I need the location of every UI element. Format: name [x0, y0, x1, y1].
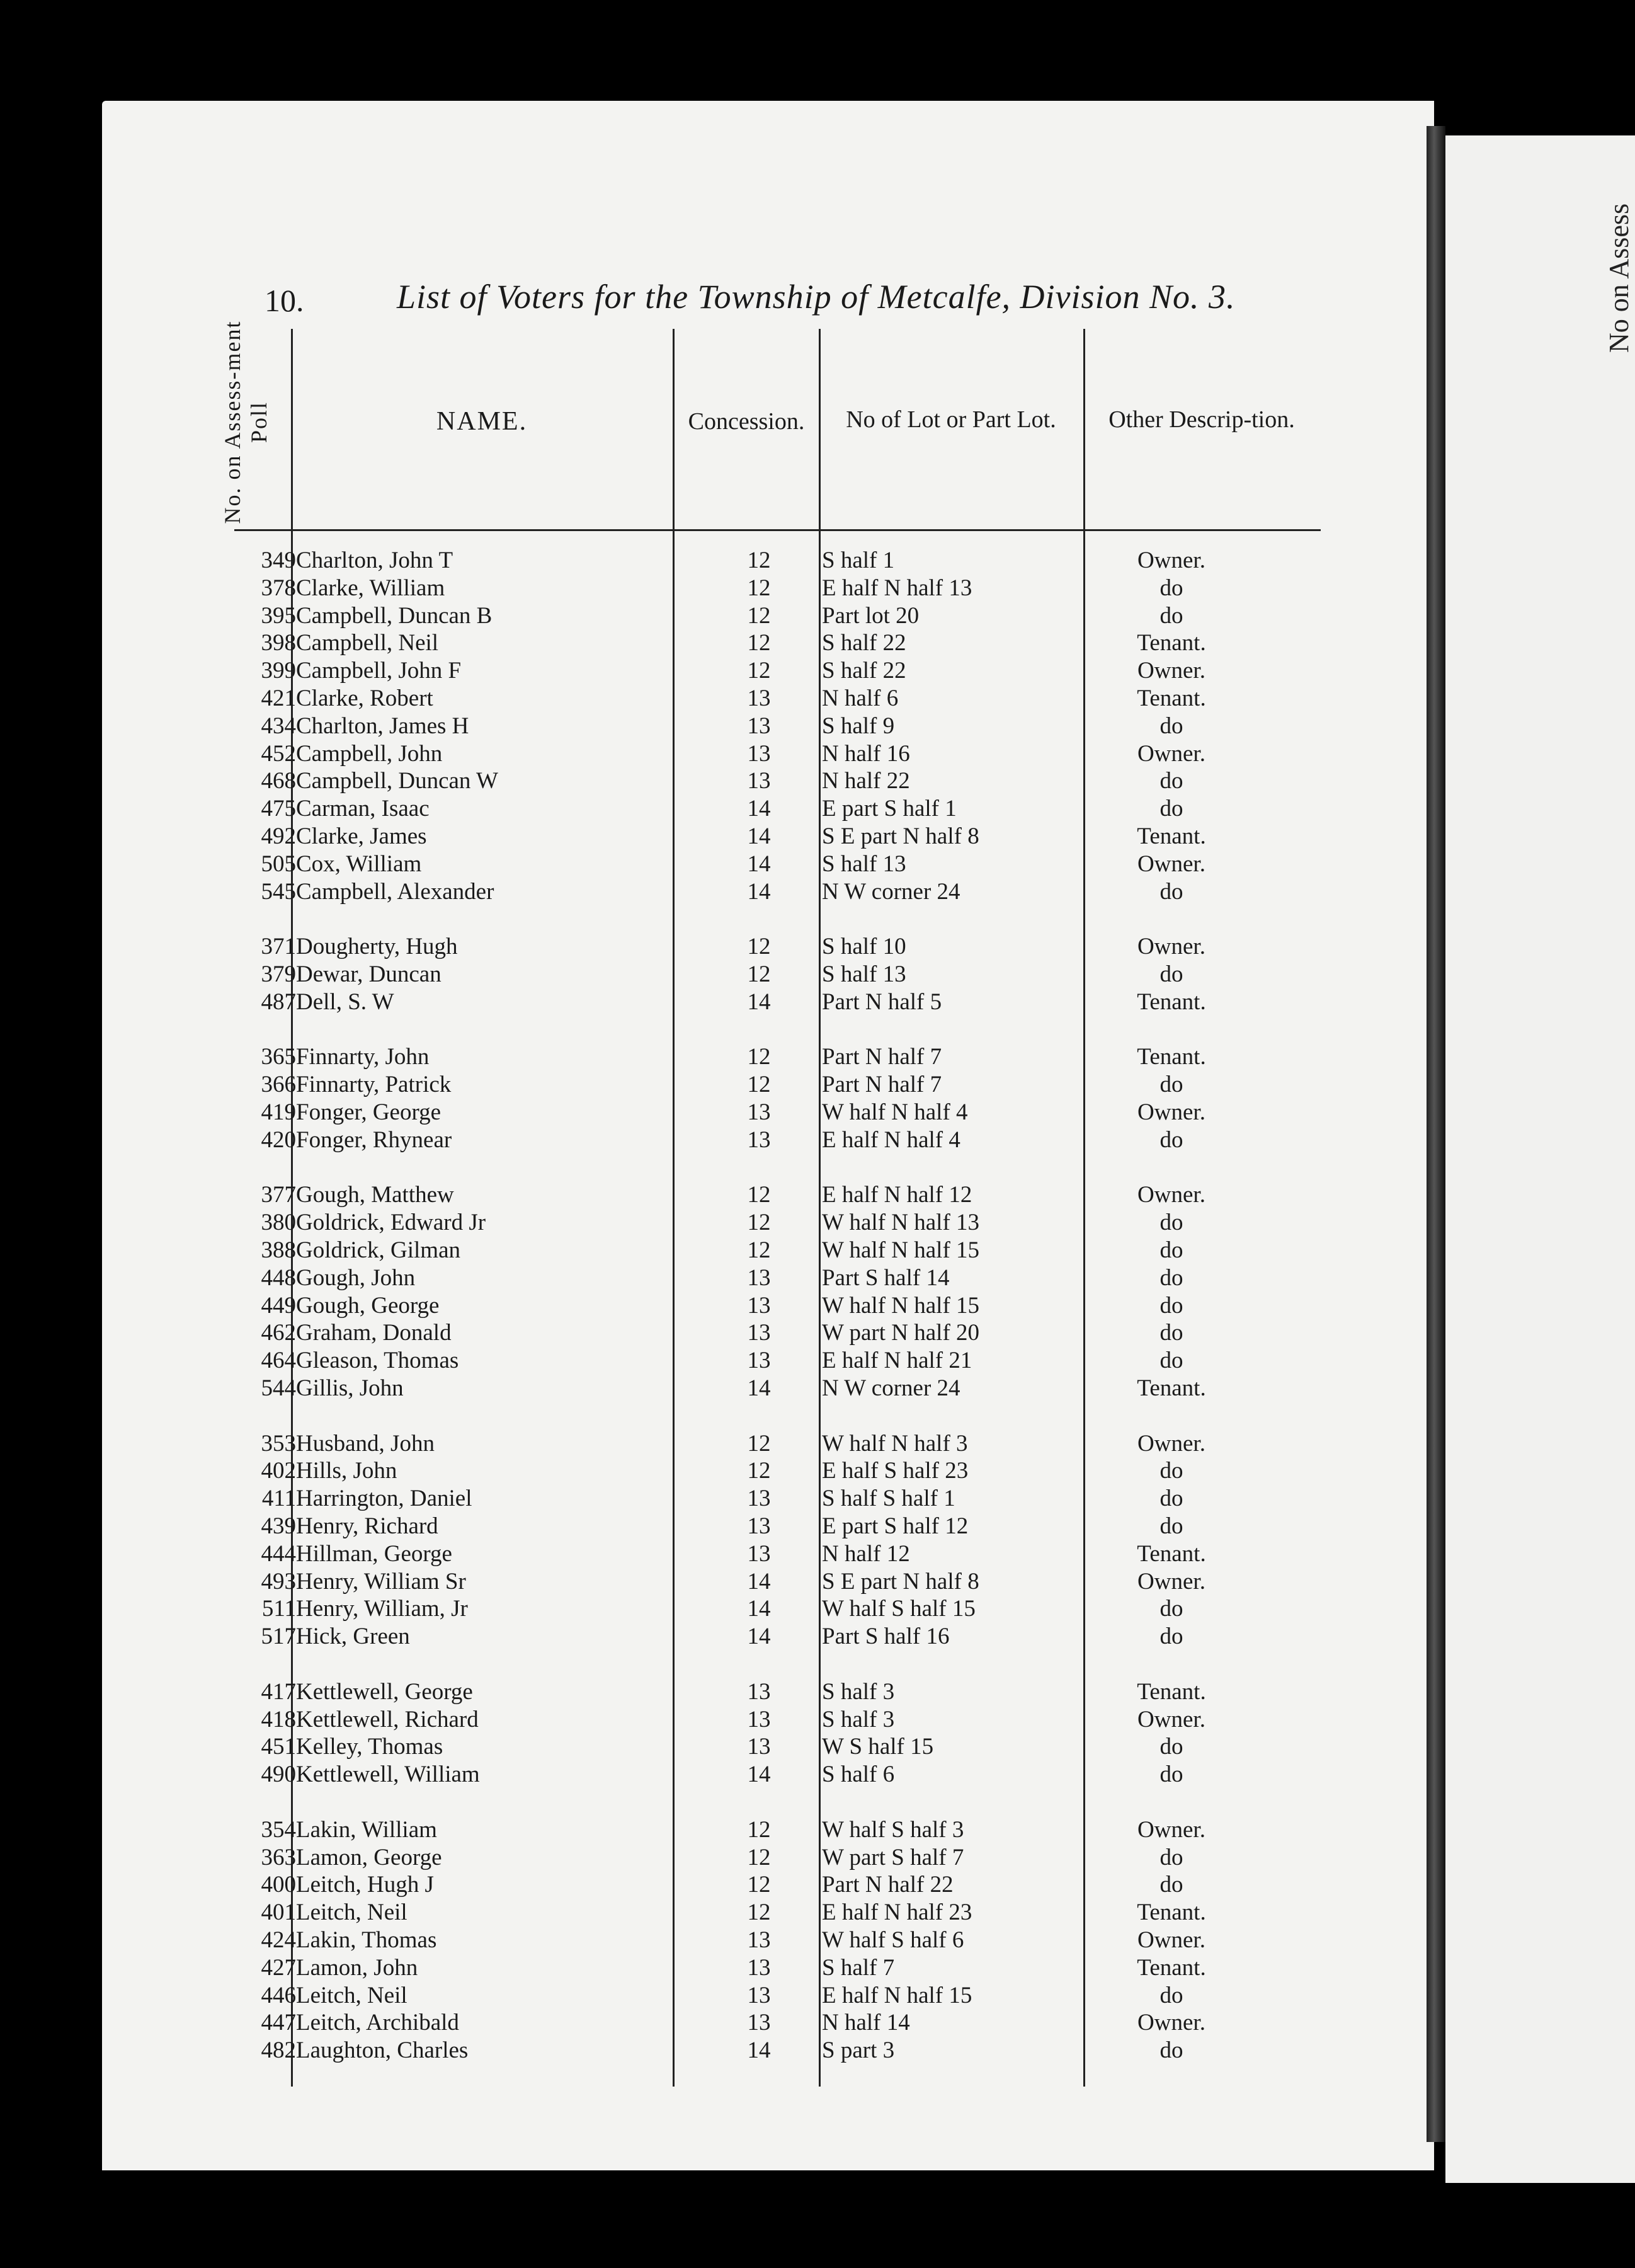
voter-name: Gough, John	[296, 1265, 416, 1291]
concession: 13	[747, 768, 771, 794]
other-description: Tenant.	[1137, 685, 1206, 711]
other-description: do	[1159, 961, 1183, 987]
voter-name: Henry, William Sr	[296, 1569, 466, 1595]
voter-name: Finnarty, John	[296, 1044, 430, 1070]
lot-description: E part S half 1	[822, 796, 957, 822]
other-description: Tenant.	[1137, 1899, 1206, 1925]
concession: 13	[747, 1320, 771, 1346]
voter-name: Gillis, John	[296, 1375, 404, 1401]
assessment-number: 464	[261, 1348, 296, 1373]
voter-name: Hills, John	[296, 1458, 397, 1484]
assessment-number: 452	[261, 741, 296, 767]
other-description: do	[1159, 2037, 1183, 2063]
concession: 12	[747, 1072, 771, 1097]
assessment-number: 388	[261, 1237, 296, 1263]
adjacent-page-header: No on Assess	[1604, 203, 1634, 353]
lot-description: W half N half 4	[822, 1099, 968, 1125]
assessment-number: 363	[261, 1845, 296, 1870]
voter-name: Clarke, William	[296, 575, 445, 601]
other-description: do	[1159, 1761, 1183, 1787]
assessment-number: 419	[261, 1099, 296, 1125]
voter-name: Fonger, George	[296, 1099, 442, 1125]
other-description: do	[1159, 1624, 1183, 1649]
concession: 12	[747, 1458, 771, 1484]
other-description: do	[1159, 1458, 1183, 1484]
other-description: Owner.	[1137, 547, 1205, 573]
concession: 13	[747, 1734, 771, 1760]
other-description: Owner.	[1137, 1707, 1205, 1732]
other-description: do	[1159, 768, 1183, 794]
concession: 12	[747, 1044, 771, 1070]
voter-name: Graham, Donald	[296, 1320, 452, 1346]
assessment-number: 353	[261, 1431, 296, 1457]
concession: 14	[747, 1569, 771, 1595]
lot-description: E half N half 15	[822, 1983, 972, 2008]
assessment-number: 398	[261, 630, 296, 656]
assessment-number: 371	[261, 934, 296, 959]
lot-description: S half S half 1	[822, 1486, 955, 1511]
voter-name: Henry, Richard	[296, 1513, 438, 1539]
assessment-number: 395	[261, 603, 296, 629]
lot-description: W part N half 20	[822, 1320, 980, 1346]
lot-description: S half 7	[822, 1955, 895, 1981]
concession: 14	[747, 1761, 771, 1787]
assessment-number: 401	[261, 1899, 296, 1925]
concession: 12	[747, 658, 771, 684]
lot-description: S half 13	[822, 851, 906, 877]
lot-description: N W corner 24	[822, 1375, 960, 1401]
lot-description: S half 1	[822, 547, 895, 573]
assessment-number: 417	[261, 1679, 296, 1705]
concession: 12	[747, 1182, 771, 1208]
voter-name: Charlton, John T	[296, 547, 453, 573]
voter-name: Kettlewell, George	[296, 1679, 473, 1705]
other-description: Tenant.	[1137, 1955, 1206, 1981]
assessment-number: 366	[261, 1072, 296, 1097]
other-description: do	[1159, 1596, 1183, 1622]
lot-description: S E part N half 8	[822, 823, 979, 849]
other-description: do	[1159, 1293, 1183, 1319]
lot-description: W half N half 13	[822, 1210, 980, 1235]
assessment-number: 517	[261, 1624, 296, 1649]
other-description: Owner.	[1137, 934, 1205, 959]
voter-name: Clarke, Robert	[296, 685, 433, 711]
concession: 14	[747, 1596, 771, 1622]
voter-name: Leitch, Archibald	[296, 2010, 459, 2036]
lot-description: W half N half 3	[822, 1431, 968, 1457]
assessment-number: 490	[261, 1761, 296, 1787]
column-header-assessment: No. on Assess-ment Poll	[220, 320, 271, 524]
other-description: Owner.	[1137, 2010, 1205, 2036]
voter-name: Clarke, James	[296, 823, 427, 849]
book-gutter	[1427, 126, 1445, 2142]
voter-name: Lakin, William	[296, 1817, 437, 1843]
lot-description: S half 13	[822, 961, 906, 987]
voter-name: Campbell, John	[296, 741, 443, 767]
concession: 12	[747, 1237, 771, 1263]
lot-description: S half 6	[822, 1761, 895, 1787]
lot-description: E part S half 12	[822, 1513, 969, 1539]
assessment-number: 424	[261, 1927, 296, 1953]
other-description: Owner.	[1137, 1927, 1205, 1953]
other-description: Owner.	[1137, 851, 1205, 877]
concession: 13	[747, 1293, 771, 1319]
other-description: do	[1159, 1734, 1183, 1760]
assessment-number: 439	[261, 1513, 296, 1539]
other-description: Tenant.	[1137, 1541, 1206, 1567]
concession: 12	[747, 961, 771, 987]
lot-description: Part S half 16	[822, 1624, 950, 1649]
assessment-number: 487	[261, 989, 296, 1015]
assessment-number: 402	[261, 1458, 296, 1484]
lot-description: W half N half 15	[822, 1293, 980, 1319]
lot-description: N half 6	[822, 685, 899, 711]
other-description: do	[1159, 713, 1183, 739]
page-number: 10.	[265, 283, 304, 318]
lot-description: W half S half 3	[822, 1817, 964, 1843]
column-header-description: Other Descrip-tion.	[1108, 406, 1295, 433]
voter-name: Leitch, Hugh J	[296, 1872, 434, 1898]
concession: 13	[747, 741, 771, 767]
lot-description: S half 9	[822, 713, 895, 739]
other-description: Tenant.	[1137, 989, 1206, 1015]
concession: 13	[747, 1927, 771, 1953]
other-description: do	[1159, 1237, 1183, 1263]
adjacent-page	[1445, 135, 1635, 2183]
other-description: Tenant.	[1137, 1375, 1206, 1401]
concession: 13	[747, 1707, 771, 1732]
lot-description: N half 16	[822, 741, 910, 767]
other-description: Owner.	[1137, 1099, 1205, 1125]
lot-description: S half 3	[822, 1707, 895, 1732]
assessment-number: 377	[261, 1182, 296, 1208]
assessment-number: 400	[261, 1872, 296, 1898]
assessment-number: 449	[261, 1293, 296, 1319]
concession: 13	[747, 1265, 771, 1291]
assessment-number: 365	[261, 1044, 296, 1070]
other-description: do	[1159, 1072, 1183, 1097]
concession: 14	[747, 823, 771, 849]
concession: 13	[747, 1513, 771, 1539]
lot-description: S half 22	[822, 658, 906, 684]
assessment-number: 492	[261, 823, 296, 849]
other-description: do	[1159, 1486, 1183, 1511]
voter-name: Campbell, John F	[296, 658, 462, 684]
lot-description: Part N half 7	[822, 1072, 942, 1097]
concession: 12	[747, 630, 771, 656]
assessment-number: 380	[261, 1210, 296, 1235]
assessment-number: 427	[261, 1955, 296, 1981]
assessment-number: 446	[261, 1983, 296, 2008]
concession: 13	[747, 1541, 771, 1567]
assessment-number: 379	[261, 961, 296, 987]
assessment-number: 545	[261, 879, 296, 905]
assessment-number: 444	[261, 1541, 296, 1567]
concession: 12	[747, 603, 771, 629]
column-header-name: NAME.	[436, 407, 528, 436]
concession: 13	[747, 1348, 771, 1373]
voter-name: Leitch, Neil	[296, 1983, 407, 2008]
lot-description: W S half 15	[822, 1734, 934, 1760]
lot-description: S half 3	[822, 1679, 895, 1705]
lot-description: Part N half 22	[822, 1872, 954, 1898]
concession: 13	[747, 1099, 771, 1125]
concession: 14	[747, 796, 771, 822]
assessment-number: 451	[261, 1734, 296, 1760]
voter-name: Dell, S. W	[296, 989, 394, 1015]
lot-description: N half 22	[822, 768, 910, 794]
concession: 13	[747, 1486, 771, 1511]
voter-name: Kettlewell, William	[296, 1761, 480, 1787]
assessment-number: 482	[261, 2037, 296, 2063]
concession: 12	[747, 934, 771, 959]
assessment-number: 399	[261, 658, 296, 684]
concession: 14	[747, 989, 771, 1015]
other-description: do	[1159, 1210, 1183, 1235]
lot-description: Part N half 7	[822, 1044, 942, 1070]
column-rule	[1083, 329, 1085, 2087]
concession: 12	[747, 1845, 771, 1870]
concession: 13	[747, 685, 771, 711]
voter-name: Gough, George	[296, 1293, 440, 1319]
other-description: Owner.	[1137, 1431, 1205, 1457]
other-description: do	[1159, 879, 1183, 905]
concession: 13	[747, 713, 771, 739]
concession: 14	[747, 879, 771, 905]
lot-description: W part S half 7	[822, 1845, 964, 1870]
lot-description: E half N half 4	[822, 1127, 960, 1153]
lot-description: S half 22	[822, 630, 906, 656]
concession: 12	[747, 1899, 771, 1925]
assessment-number: 447	[261, 2010, 296, 2036]
page-title: List of Voters for the Township of Metcalfe, Division No. 3.	[397, 278, 1236, 316]
assessment-number: 418	[261, 1707, 296, 1732]
concession: 12	[747, 1872, 771, 1898]
other-description: Tenant.	[1137, 823, 1206, 849]
assessment-number: 475	[261, 796, 296, 822]
other-description: do	[1159, 1513, 1183, 1539]
lot-description: E half S half 23	[822, 1458, 969, 1484]
voter-name: Husband, John	[296, 1431, 435, 1457]
other-description: Tenant.	[1137, 630, 1206, 656]
voter-name: Dewar, Duncan	[296, 961, 442, 987]
concession: 13	[747, 1955, 771, 1981]
lot-description: W half S half 15	[822, 1596, 976, 1622]
voter-name: Lamon, John	[296, 1955, 418, 1981]
other-description: Tenant.	[1137, 1679, 1206, 1705]
assessment-number: 493	[261, 1569, 296, 1595]
concession: 12	[747, 1210, 771, 1235]
lot-description: S half 10	[822, 934, 906, 959]
voter-name: Kelley, Thomas	[296, 1734, 443, 1760]
other-description: Owner.	[1137, 1569, 1205, 1595]
voter-name: Dougherty, Hugh	[296, 934, 458, 959]
column-header-concession: Concession.	[688, 408, 805, 435]
assessment-number: 378	[261, 575, 296, 601]
concession: 12	[747, 547, 771, 573]
voter-name: Kettlewell, Richard	[296, 1707, 479, 1732]
voter-name: Lamon, George	[296, 1845, 442, 1870]
voter-name: Carman, Isaac	[296, 796, 430, 822]
concession: 13	[747, 1983, 771, 2008]
concession: 13	[747, 1127, 771, 1153]
other-description: Owner.	[1137, 741, 1205, 767]
concession: 14	[747, 851, 771, 877]
lot-description: N half 14	[822, 2010, 910, 2036]
assessment-number: 448	[261, 1265, 296, 1291]
voter-name: Finnarty, Patrick	[296, 1072, 452, 1097]
concession: 13	[747, 1679, 771, 1705]
column-header-lot: No of Lot or Part Lot.	[846, 406, 1056, 433]
lot-description: Part lot 20	[822, 603, 920, 629]
lot-description: S E part N half 8	[822, 1569, 979, 1595]
lot-description: E half N half 21	[822, 1348, 972, 1373]
assessment-number: 462	[261, 1320, 296, 1346]
other-description: do	[1159, 796, 1183, 822]
other-description: Owner.	[1137, 1817, 1205, 1843]
assessment-number: 411	[261, 1486, 296, 1511]
assessment-number: 421	[261, 685, 296, 711]
voter-name: Leitch, Neil	[296, 1899, 407, 1925]
assessment-number: 505	[261, 851, 296, 877]
other-description: do	[1159, 1265, 1183, 1291]
lot-description: Part N half 5	[822, 989, 942, 1015]
lot-description: N W corner 24	[822, 879, 960, 905]
voter-name: Goldrick, Edward Jr	[296, 1210, 486, 1235]
assessment-number: 434	[261, 713, 296, 739]
concession: 14	[747, 1375, 771, 1401]
other-description: Owner.	[1137, 1182, 1205, 1208]
concession: 12	[747, 575, 771, 601]
concession: 12	[747, 1431, 771, 1457]
lot-description: W half N half 15	[822, 1237, 980, 1263]
voter-name: Hillman, George	[296, 1541, 452, 1567]
assessment-number: 420	[261, 1127, 296, 1153]
voter-name: Goldrick, Gilman	[296, 1237, 461, 1263]
other-description: do	[1159, 1348, 1183, 1373]
assessment-number: 468	[261, 768, 296, 794]
other-description: do	[1159, 1320, 1183, 1346]
concession: 13	[747, 2010, 771, 2036]
other-description: do	[1159, 1845, 1183, 1870]
concession: 12	[747, 1817, 771, 1843]
lot-description: N half 12	[822, 1541, 910, 1567]
voter-name: Henry, William, Jr	[296, 1596, 468, 1622]
voter-name: Campbell, Alexander	[296, 879, 494, 905]
other-description: Tenant.	[1137, 1044, 1206, 1070]
lot-description: W half S half 6	[822, 1927, 964, 1953]
voter-name: Charlton, James H	[296, 713, 469, 739]
lot-description: S part 3	[822, 2037, 895, 2063]
lot-description: E half N half 23	[822, 1899, 972, 1925]
other-description: do	[1159, 575, 1183, 601]
lot-description: E half N half 12	[822, 1182, 972, 1208]
voter-name: Laughton, Charles	[296, 2037, 469, 2063]
voter-name: Gleason, Thomas	[296, 1348, 459, 1373]
voter-name: Campbell, Neil	[296, 630, 439, 656]
assessment-number: 354	[261, 1817, 296, 1843]
other-description: do	[1159, 1127, 1183, 1153]
lot-description: E half N half 13	[822, 575, 972, 601]
voter-name: Campbell, Duncan W	[296, 768, 498, 794]
voter-name: Gough, Matthew	[296, 1182, 454, 1208]
header-rule	[234, 529, 1321, 531]
assessment-number: 544	[261, 1375, 296, 1401]
voter-name: Fonger, Rhynear	[296, 1127, 452, 1153]
other-description: do	[1159, 1872, 1183, 1898]
voter-name: Lakin, Thomas	[296, 1927, 437, 1953]
assessment-number: 349	[261, 547, 296, 573]
concession: 14	[747, 1624, 771, 1649]
voter-name: Campbell, Duncan B	[296, 603, 493, 629]
assessment-number: 511	[261, 1596, 296, 1622]
other-description: Owner.	[1137, 658, 1205, 684]
other-description: do	[1159, 603, 1183, 629]
voter-name: Hick, Green	[296, 1624, 410, 1649]
voter-name: Harrington, Daniel	[296, 1486, 472, 1511]
voter-name: Cox, William	[296, 851, 422, 877]
concession: 14	[747, 2037, 771, 2063]
lot-description: Part S half 14	[822, 1265, 950, 1291]
other-description: do	[1159, 1983, 1183, 2008]
